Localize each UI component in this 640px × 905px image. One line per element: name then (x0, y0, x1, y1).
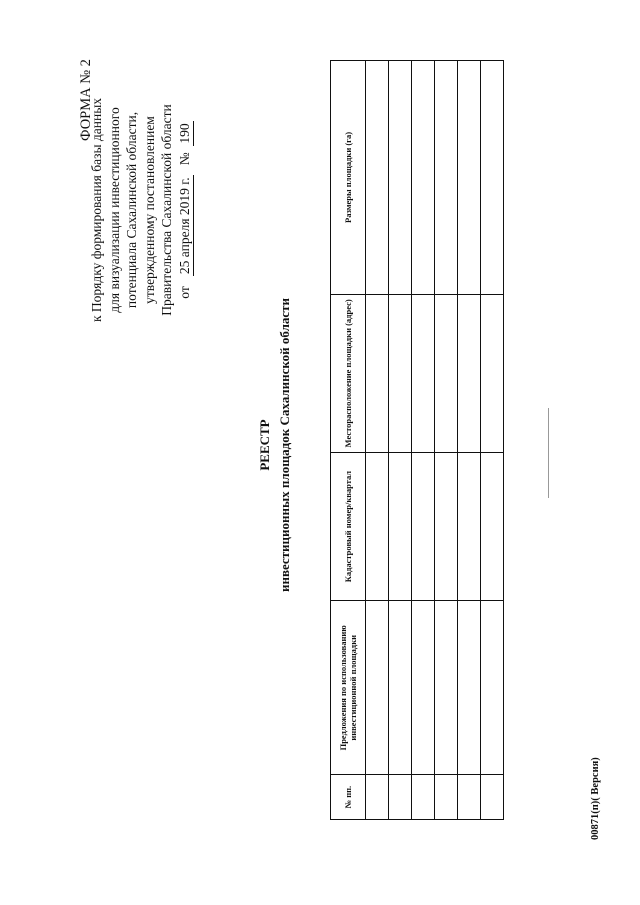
header-line: утвержденному постановлением (141, 116, 157, 304)
table-cell (389, 775, 412, 820)
table-cell (435, 294, 458, 452)
table-cell (458, 452, 481, 600)
col-proposals: Предложения по использованию инвестиционной площадки (331, 601, 366, 775)
table-cell (389, 601, 412, 775)
table-cell (435, 61, 458, 295)
table-cell (481, 294, 504, 452)
table-cell (481, 775, 504, 820)
table-cell (366, 61, 389, 295)
table-cell (389, 452, 412, 600)
table-row (481, 61, 504, 820)
table-cell (481, 452, 504, 600)
title-line-2: инвестиционных площадок Сахалинской области (277, 297, 292, 593)
table-row (435, 61, 458, 820)
col-location: Месторасположение площадки (адрес) (331, 294, 366, 452)
col-cadastral: Кадастровый номер/квартал (331, 452, 366, 600)
divider-line (548, 408, 549, 498)
table-cell (481, 61, 504, 295)
table-row (458, 61, 481, 820)
number-sign: № (176, 152, 192, 166)
table-cell (389, 61, 412, 295)
form-header (88, 60, 194, 360)
table-row (412, 61, 435, 820)
col-size: Размеры площадки (га) (331, 61, 366, 295)
table-cell (435, 601, 458, 775)
table-cell (458, 775, 481, 820)
header-line: потенциала Сахалинской области, (124, 111, 139, 309)
table-cell (412, 452, 435, 600)
date-value: 25 апреля 2019 г. (176, 175, 195, 276)
table-cell (366, 294, 389, 452)
table-row (366, 61, 389, 820)
header-line: к Порядку формирования базы данных (89, 97, 104, 323)
table-cell (412, 294, 435, 452)
table-cell (412, 775, 435, 820)
header-line: для визуализации инвестиционного (106, 107, 122, 313)
table-cell (435, 775, 458, 820)
title-line-1: РЕЕСТР (257, 419, 272, 471)
header-date-line (176, 60, 195, 360)
col-number: № пп. (331, 775, 366, 820)
form-number: ФОРМА № 2 (78, 59, 94, 141)
table-cell (412, 601, 435, 775)
document-title (255, 275, 295, 615)
table-cell (366, 775, 389, 820)
table-cell (458, 294, 481, 452)
table-cell (389, 294, 412, 452)
table-row (389, 61, 412, 820)
table-cell (412, 61, 435, 295)
table-cell (458, 61, 481, 295)
number-value: 190 (176, 121, 195, 145)
registry-table (330, 60, 504, 820)
header-line: Правительства Сахалинской области (159, 104, 174, 316)
table-cell (481, 601, 504, 775)
table-cell (458, 601, 481, 775)
table-cell (435, 452, 458, 600)
version-footer: 00871(п)( Версия) (590, 757, 601, 840)
table-header-row (331, 61, 366, 820)
table-cell (366, 601, 389, 775)
date-prefix: от (176, 286, 192, 299)
table-cell (366, 452, 389, 600)
